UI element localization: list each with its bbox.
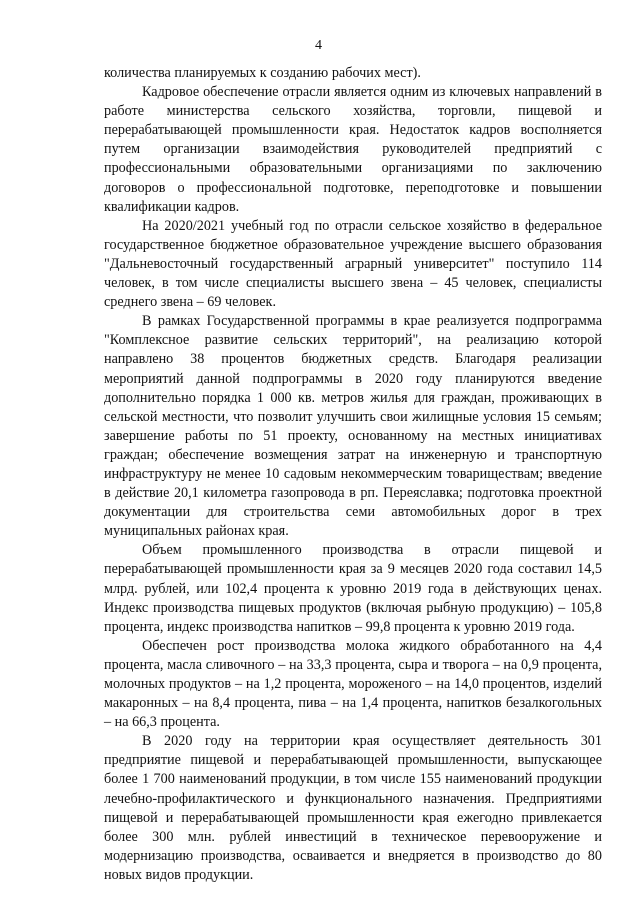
paragraph-industrial-output: Объем промышленного производства в отрасли пищевой и перерабатывающей промышленности края за 9 месяцев 2020 года составил 14,5 млрд. рублей, или 102,4 процента к уровню 2019 года в действующих ценах. Индекс производства пищевых продуктов (включая рыбную продукцию) – 105,8 процента, индекс производства напитков – 99,8 процента к уровню 2019 года. [104,542,602,635]
paragraph-production-growth: Обеспечен рост производства молока жидкого обработанного на 4,4 процента, масла сливочного – на 33,3 процента, сыра и творога – на 0,9 процента, молочных продуктов – на 1,2 процента, мороженого – на 14,0 процентов, изделий макаронных – на 8,4 процента, пива – на 1,4 процента, напитков безалкогольных – на 66,3 процента. [104,637,602,731]
paragraph-staffing: Кадровое обеспечение отрасли является одним из ключевых направлений в работе министерства сельского хозяйства, торговли, пищевой и перерабатывающей промышленности края. Недостаток кадров восполняется путем организации взаимодействия руководителей предприятий с профессиональными образовательными организациями по заключению договоров о профессиональной подготовке, переподготовке и повышении квалификации кадров. [104,84,602,215]
document-body [104,64,602,885]
paragraph-rural-development: В рамках Государственной программы в крае реализуется подпрограмма "Комплексное развитие сельских территорий", на реализацию которой направлено 38 процентов бюджетных средств. Благодаря реализации мероприятий данной подпрограммы в 2020 году планируются введение дополнительно порядка 1 000 кв. метров жилья для граждан, проживающих в сельской местности, что позволит улучшить свои жилищные условия 15 семьям; завершение работы по 51 проекту, основанному на местных инициативах граждан; обеспечение возмещения затрат на инженерную и транспортную инфраструктуру не менее 10 садовым некоммерческим товариществам; введение в действие 20,1 километра газопровода в рп. Переяславка; подготовка проектной документации для строительства семи автомобильных дорог в трех муниципальных районах края. [104,313,602,540]
paragraph-university-admission: На 2020/2021 учебный год по отрасли сельское хозяйство в федеральное государственное бюджетное образовательное учреждение высшего образования "Дальневосточный государственный аграрный университет" поступило 114 человек, в том числе специалисты высшего звена – 45 человек, специалисты среднего звена – 69 человек. [104,217,602,311]
paragraph-continuation: количества планируемых к созданию рабочих мест). [104,65,421,81]
paragraph-enterprises: В 2020 году на территории края осуществляет деятельность 301 предприятие пищевой и перерабатывающей промышленности, выпускающее более 1 700 наименований продукции, в том числе 155 наименований продукции лечебно-профилактического и функционального назначения. Предприятиями пищевой и перерабатывающей промышленности края ежегодно привлекается более 300 млн. рублей инвестиций в техническое перевооружение и модернизацию производства, осваивается и внедряется в производство до 80 новых видов продукции. [104,733,602,883]
page-number: 4 [315,38,322,53]
